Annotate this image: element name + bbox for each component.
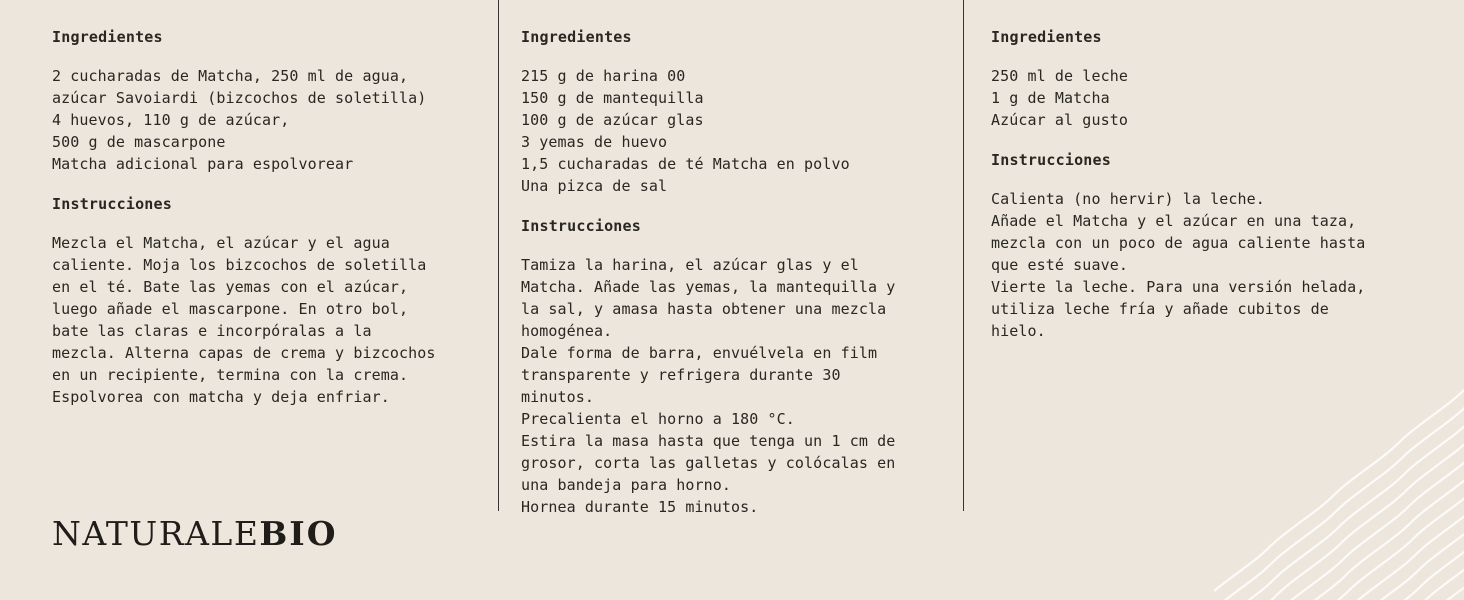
wave-line: [1214, 406, 1464, 600]
column-divider: [498, 0, 499, 511]
column-divider: [963, 0, 964, 511]
ingredients-text: 2 cucharadas de Matcha, 250 ml de agua, azúcar Savoiardi (bizcochos de soletilla) 4 huevos, 110 g de azúcar, 500 g de mascarpone Matcha adicional para espolvorear: [52, 67, 427, 173]
wave-line: [1214, 438, 1464, 600]
ingredients-heading: Ingredientes: [521, 28, 632, 46]
recipe-column-3: [991, 26, 1431, 342]
ingredients-text: 215 g de harina 00 150 g de mantequilla 100 g de azúcar glas 3 yemas de huevo 1,5 cucharadas de té Matcha en polvo Una pizca de sal: [521, 67, 850, 195]
wave-lines-decoration: [1214, 380, 1464, 600]
wave-line: [1221, 502, 1464, 600]
logo-text-light: NATURALE: [52, 514, 260, 553]
instructions-text: Tamiza la harina, el azúcar glas y el Matcha. Añade las yemas, la mantequilla y la sal, y amasa hasta obtener una mezcla homogénea. Dale forma de barra, envuélvela en film transparente y refrigera durante 30 minutos. Precalienta el horno a 180 °C. Estira la masa hasta que tenga un 1 cm de grosor, corta las galletas y colócalas en una bandeja para horno. Hornea durante 15 minutos.: [521, 256, 896, 516]
wave-line: [1214, 390, 1464, 600]
logo-text-bold: BIO: [259, 514, 338, 553]
instructions-text: Mezcla el Matcha, el azúcar y el agua caliente. Moja los bizcochos de soletilla en el té. Bate las yemas con el azúcar, luego añade el mascarpone. En otro bol, bate las claras e incorpóralas a la mezcla. Alterna capas de crema y bizcochos en un recipiente, termina con la crema. Espolvorea con matcha y deja enfriar.: [52, 234, 436, 406]
instructions-heading: Instrucciones: [991, 151, 1111, 169]
instructions-heading: Instrucciones: [521, 217, 641, 235]
brand-logo: [52, 514, 337, 554]
ingredients-text: 250 ml de leche 1 g de Matcha Azúcar al gusto: [991, 67, 1128, 129]
instructions-text: Calienta (no hervir) la leche. Añade el Matcha y el azúcar en una taza, mezcla con un poco de agua caliente hasta que esté suave. Vierte la leche. Para una versión helada, utiliza leche fría y añade cubitos de hielo.: [991, 190, 1366, 340]
ingredients-heading: Ingredientes: [52, 28, 163, 46]
wave-line: [1214, 422, 1464, 600]
wave-line: [1230, 566, 1464, 600]
recipe-column-1: [52, 26, 482, 408]
instructions-heading: Instrucciones: [52, 195, 172, 213]
recipe-column-2: [521, 26, 951, 518]
ingredients-heading: Ingredientes: [991, 28, 1102, 46]
